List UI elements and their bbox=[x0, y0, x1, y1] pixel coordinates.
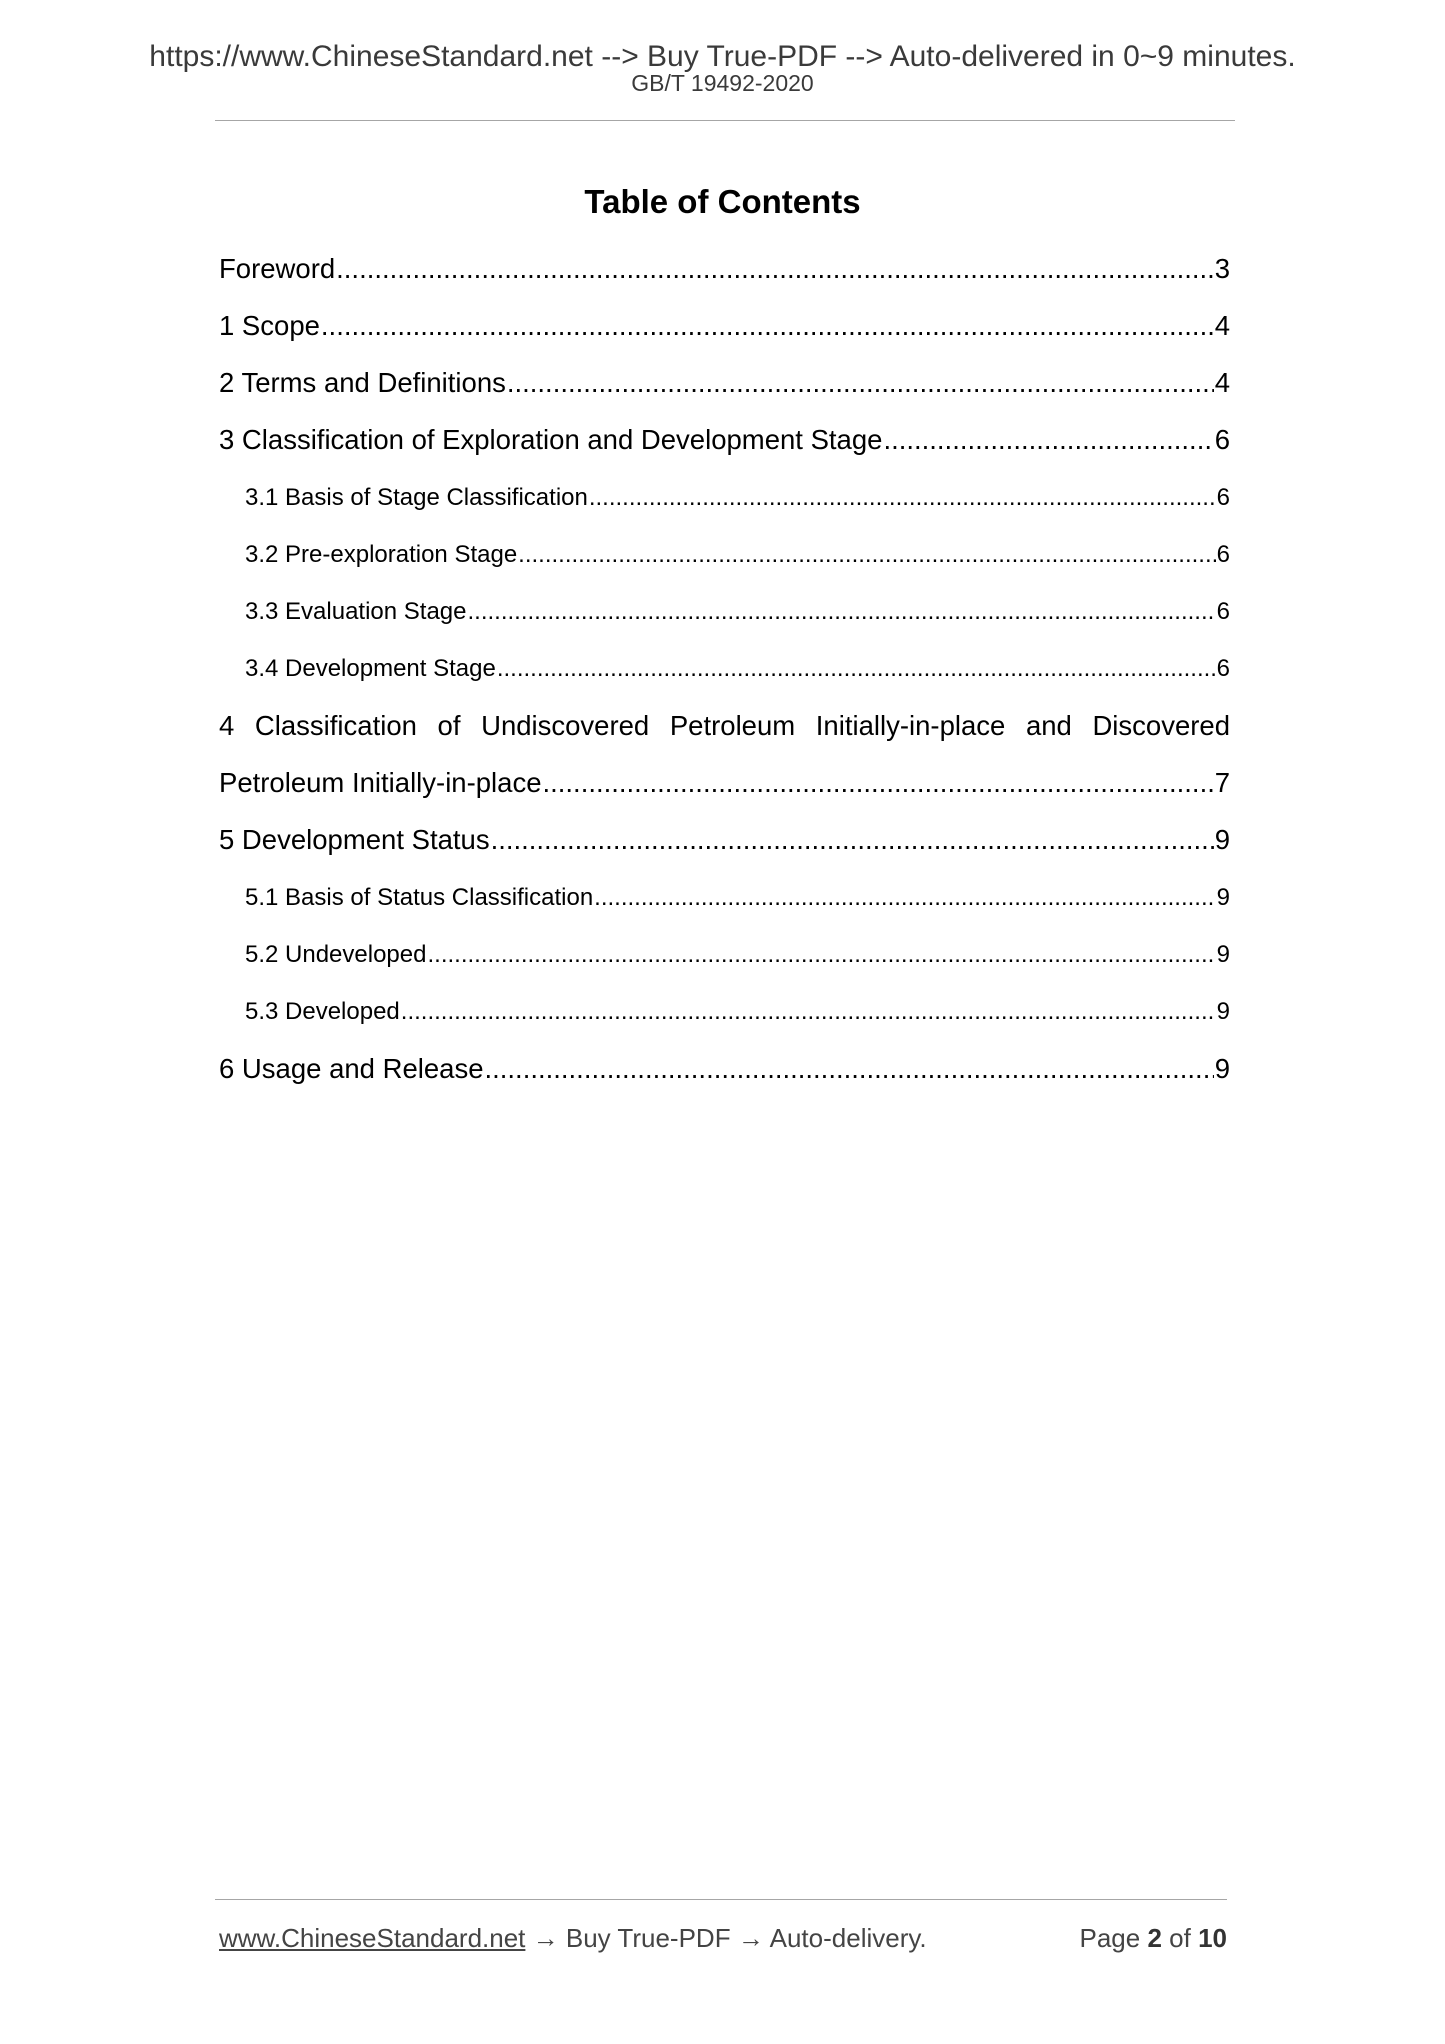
arrow-right-icon: → bbox=[737, 1923, 764, 1953]
footer-buy-text: Buy True-PDF bbox=[565, 1923, 731, 1953]
toc-entry-word: Petroleum bbox=[669, 710, 796, 741]
toc-leader-dots bbox=[518, 540, 1215, 570]
toc-entry-section-3-2[interactable] bbox=[245, 540, 1230, 570]
toc-entry-page: 4 bbox=[1214, 367, 1230, 398]
toc-entry-title: 3.1 Basis of Stage Classification bbox=[245, 484, 588, 511]
toc-leader-dots bbox=[401, 997, 1216, 1027]
toc-entry-word: Initially-in-place bbox=[815, 710, 1006, 741]
toc-leader-dots bbox=[543, 766, 1214, 800]
toc-entry-page: 9 bbox=[1216, 941, 1230, 968]
toc-leader-dots bbox=[594, 883, 1215, 913]
toc-entry-section-6[interactable] bbox=[219, 1052, 1230, 1086]
toc-entry-section-4-line-2[interactable] bbox=[219, 766, 1230, 800]
toc-entry-page: 6 bbox=[1216, 484, 1230, 511]
toc-entry-section-5-1[interactable] bbox=[245, 883, 1230, 913]
toc-entry-title: 6 Usage and Release bbox=[219, 1053, 484, 1084]
page-footer bbox=[219, 1922, 1227, 1956]
toc-entry-title: 5.3 Developed bbox=[245, 998, 400, 1025]
toc-entry-word: of bbox=[437, 710, 461, 741]
arrow-right-icon: → bbox=[532, 1923, 559, 1953]
toc-entry-page: 9 bbox=[1216, 998, 1230, 1025]
toc-leader-dots bbox=[497, 654, 1216, 684]
toc-leader-dots bbox=[589, 483, 1216, 513]
toc-leader-dots bbox=[427, 940, 1215, 970]
footer-delivery-text: Auto-delivery. bbox=[769, 1923, 927, 1953]
page-label: Page bbox=[1079, 1923, 1141, 1953]
toc-entry-title: 5.1 Basis of Status Classification bbox=[245, 884, 594, 911]
toc-entry-page: 6 bbox=[1216, 541, 1230, 568]
toc-entry-page: 3 bbox=[1214, 253, 1230, 284]
footer-site-link[interactable]: www.ChineseStandard.net bbox=[219, 1923, 526, 1953]
toc-leader-dots bbox=[491, 823, 1214, 857]
toc-entry-section-3-3[interactable] bbox=[245, 597, 1230, 627]
toc-entry-page: 7 bbox=[1214, 767, 1230, 798]
toc-entry-page: 4 bbox=[1214, 310, 1230, 341]
standard-code: GB/T 19492-2020 bbox=[631, 70, 814, 96]
page-current: 2 bbox=[1147, 1923, 1162, 1953]
toc-entry-title: 1 Scope bbox=[219, 310, 320, 341]
toc-entry-word: Classification bbox=[254, 710, 417, 741]
toc-entry-page: 6 bbox=[1214, 424, 1230, 455]
toc-entry-section-5[interactable] bbox=[219, 823, 1230, 857]
toc-entry-section-3-1[interactable] bbox=[245, 483, 1230, 513]
toc-entry-word: 4 bbox=[219, 710, 235, 741]
toc-entry-word: Undiscovered bbox=[481, 710, 650, 741]
toc-entry-title: 3.3 Evaluation Stage bbox=[245, 598, 467, 625]
toc-entry-word: Discovered bbox=[1092, 710, 1230, 741]
toc-entry-section-5-2[interactable] bbox=[245, 940, 1230, 970]
page-of: of bbox=[1169, 1923, 1191, 1953]
toc-entry-page: 6 bbox=[1216, 598, 1230, 625]
toc-entry-title: 2 Terms and Definitions bbox=[219, 367, 506, 398]
toc-entry-title: 3.4 Development Stage bbox=[245, 655, 496, 682]
toc-entry-title: 5 Development Status bbox=[219, 824, 490, 855]
toc-leader-dots bbox=[468, 597, 1216, 627]
toc-entry-title: Petroleum Initially-in-place bbox=[219, 767, 542, 798]
toc-entry-page: 9 bbox=[1216, 884, 1230, 911]
toc-leader-dots bbox=[507, 366, 1214, 400]
toc-entry-word: and bbox=[1025, 710, 1072, 741]
toc-entry-section-4-line-1[interactable] bbox=[219, 709, 1230, 743]
toc-entry-title: 3 Classification of Exploration and Development Stage bbox=[219, 424, 883, 455]
toc-entry-title: Foreword bbox=[219, 253, 336, 284]
toc-entry-foreword[interactable] bbox=[219, 252, 1230, 286]
top-banner: https://www.ChineseStandard.net --> Buy True-PDF --> Auto-delivered in 0~9 minutes. bbox=[149, 40, 1296, 73]
page-number bbox=[1079, 1922, 1227, 1954]
toc-entry-page: 9 bbox=[1214, 824, 1230, 855]
toc-leader-dots bbox=[321, 309, 1214, 343]
toc-entry-page: 9 bbox=[1214, 1053, 1230, 1084]
toc-entry-section-3[interactable] bbox=[219, 423, 1230, 457]
toc-leader-dots bbox=[883, 423, 1213, 457]
toc-leader-dots bbox=[485, 1052, 1214, 1086]
footer-divider bbox=[215, 1899, 1227, 1900]
toc-entry-section-5-3[interactable] bbox=[245, 997, 1230, 1027]
header-divider bbox=[215, 120, 1235, 121]
toc-entry-section-3-4[interactable] bbox=[245, 654, 1230, 684]
toc-entry-page: 6 bbox=[1216, 655, 1230, 682]
page-total: 10 bbox=[1198, 1923, 1227, 1953]
toc-entry-terms[interactable] bbox=[219, 366, 1230, 400]
toc-leader-dots bbox=[336, 252, 1214, 286]
toc-entry-title: 3.2 Pre-exploration Stage bbox=[245, 541, 518, 568]
toc-entry-title: 5.2 Undeveloped bbox=[245, 941, 427, 968]
toc-entry-scope[interactable] bbox=[219, 309, 1230, 343]
toc-title: Table of Contents bbox=[584, 183, 861, 220]
